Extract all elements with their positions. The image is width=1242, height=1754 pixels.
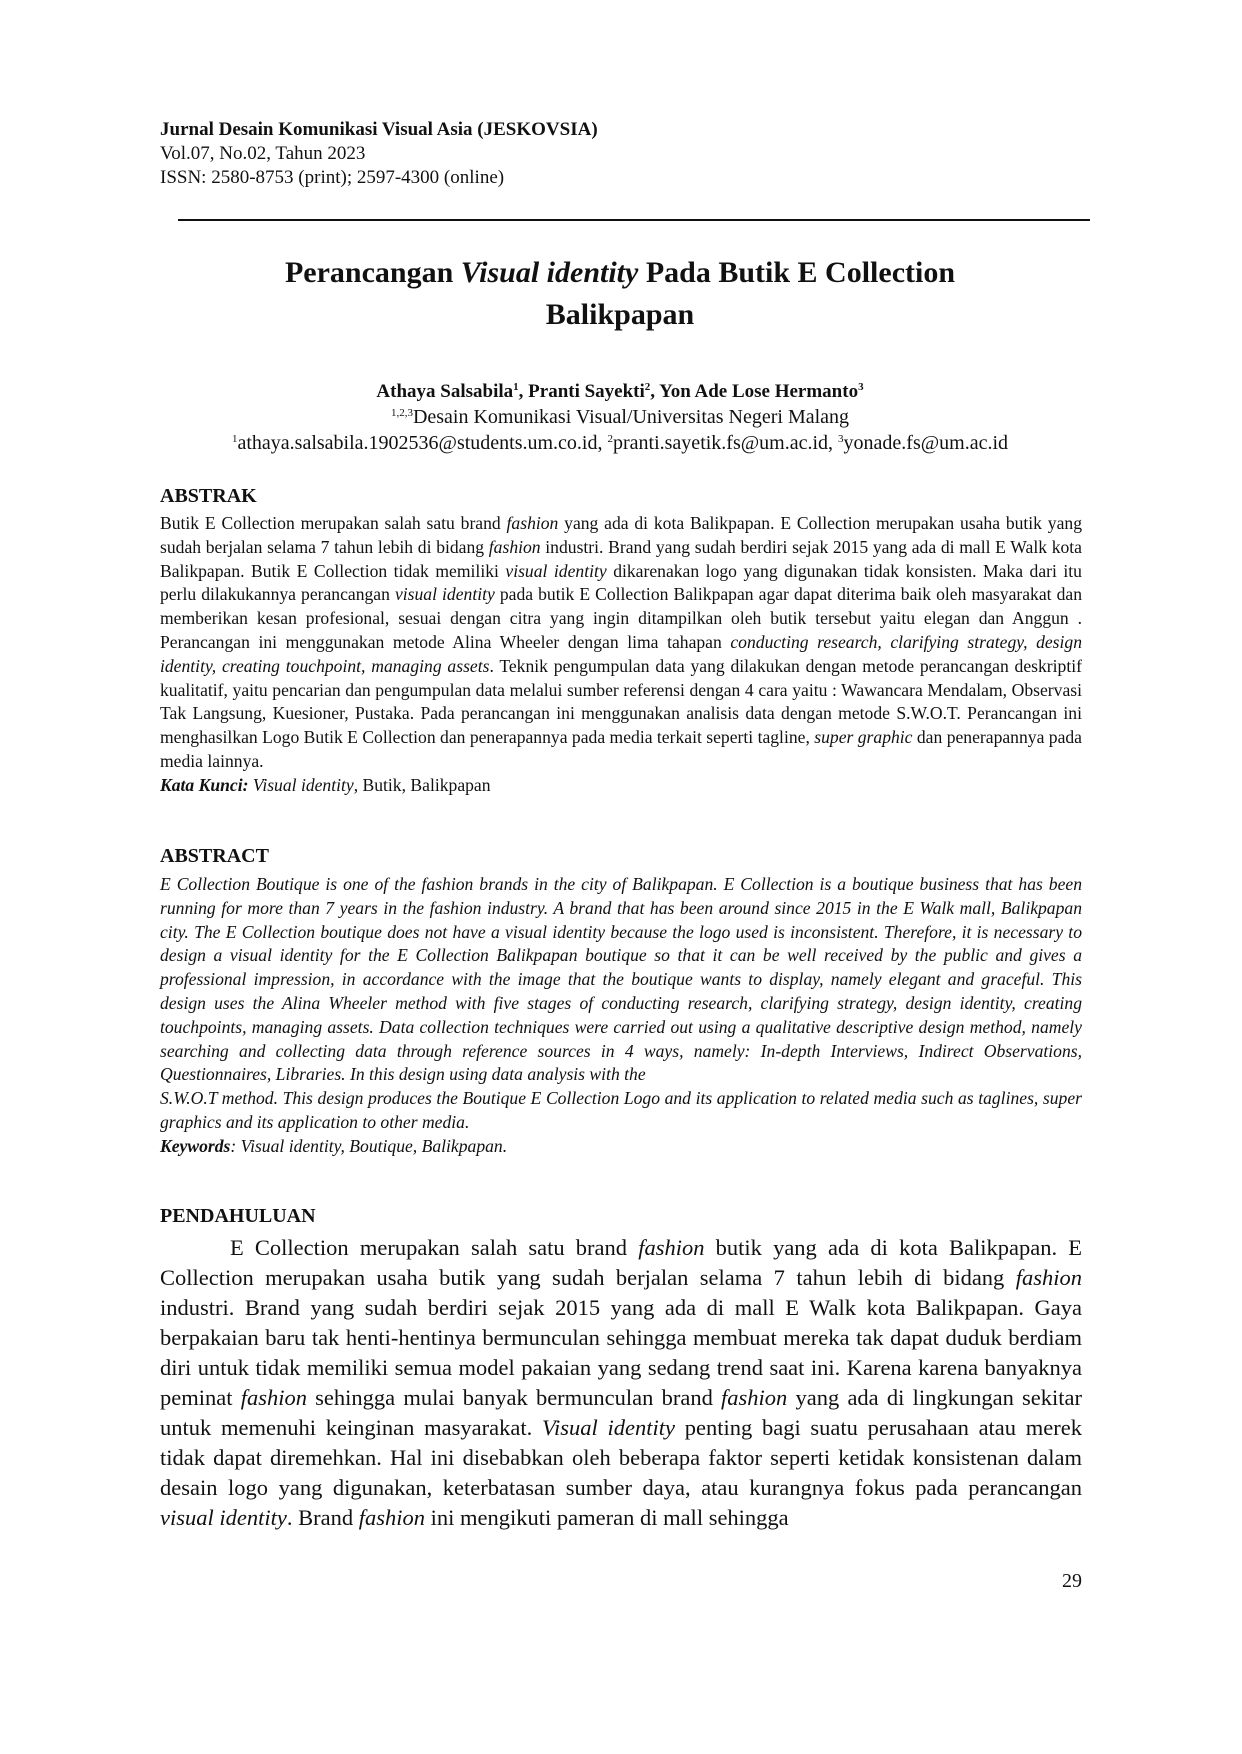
body-text: yang ada di lingkungan sekitar untuk memenuhi keinginan masyarakat.: [160, 1385, 1082, 1440]
title-part3: Pada Butik E Collection: [638, 256, 956, 289]
body-text: industri. Brand yang sudah berdiri sejak 2015 yang ada di mall E Walk kota Balikpapan. Gaya berpakaian baru tak henti-hentinya bermunculan sehingga membuat mereka tak dapat duduk berdiam diri untuk tidak memiliki semua model pakaian yang sedang trend saat ini. Karena karena banyaknya peminat: [160, 1295, 1082, 1410]
body-text: ini mengikuti pameran di mall sehingga: [425, 1505, 789, 1530]
body-text: E Collection merupakan salah satu brand: [230, 1235, 639, 1260]
email-1-sup: 1: [231, 433, 238, 445]
body-italic: visual identity: [160, 1505, 287, 1530]
abstrak-italic: visual identity: [505, 560, 607, 581]
body-italic: fashion: [721, 1385, 788, 1410]
body-italic: Visual identity: [541, 1415, 675, 1440]
author-3-sup: 3: [858, 381, 864, 393]
title-line2: Balikpapan: [545, 298, 695, 331]
email-2-sup: 2: [607, 433, 613, 445]
keywords-rest: : Visual identity, Boutique, Balikpapan.: [230, 1135, 508, 1156]
title-part2: Visual identity: [460, 256, 639, 289]
body-text: butik yang ada di kota Balikpapan. E Collection merupakan usaha butik yang sudah berjalan selama 7 tahun lebih di bidang: [160, 1235, 1082, 1290]
email-2: pranti.sayetik.fs@um.ac.id,: [613, 432, 839, 454]
abstrak-italic: conducting research, clarifying strategy, design identity, creating touchpoint, managing assets: [160, 631, 1083, 676]
abstrak-text: yang ada di kota Balikpapan. E Collection merupakan usaha butik yang sudah berjalan selama 7 tahun lebih di bidang: [160, 513, 1082, 557]
journal-volume: Vol.07, No.02, Tahun 2023: [160, 143, 366, 164]
author-2: , Pranti Sayekti: [518, 381, 645, 402]
kata-kunci-label: Kata Kunci:: [160, 774, 249, 795]
abstrak-italic: fashion: [506, 513, 559, 533]
abstrak-text: dikarenakan logo yang digunakan tidak konsisten. Maka dari itu perlu dilakukannya perancangan: [160, 560, 1082, 605]
abstrak-italic: super graphic: [814, 727, 913, 748]
journal-name: Jurnal Desain Komunikasi Visual Asia (JESKOVSIA): [160, 119, 598, 140]
affiliation: [160, 405, 1080, 430]
author-emails: [160, 431, 1080, 456]
body-text: sehingga mulai banyak bermunculan brand: [306, 1385, 722, 1410]
abstrak-italic: visual identity: [394, 584, 495, 605]
title-part1: Perancangan: [284, 256, 461, 289]
journal-header: [160, 118, 1100, 190]
abstrak-keywords: [160, 774, 1082, 798]
abstrak-text: industri. Brand yang sudah berdiri sejak 2015 yang ada di mall E Walk kota Balikpapan. Butik E Collection tidak memiliki: [160, 536, 1082, 581]
journal-issn: ISSN: 2580-8753 (print); 2597-4300 (online): [160, 167, 505, 188]
body-italic: fashion: [358, 1505, 425, 1530]
abstrak-text: dan penerapannya pada media lainnya.: [160, 727, 1082, 771]
email-3: yonade.fs@um.ac.id: [843, 432, 1009, 454]
abstrak-text: Butik E Collection merupakan salah satu brand: [160, 513, 507, 533]
abstrak-text: . Teknik pengumpulan data yang dilakukan dengan metode perancangan deskriptif kualitatif, yaitu pencarian dan pengumpulan data melalui sumber referensi dengan 4 cara yaitu : Wawancara Mendalam, Observasi Tak Langsung, Kuesioner, Pustaka. Pada perancangan ini menggunakan analisis data dengan metode S.W.O.T. Perancangan ini menghasilkan Logo Butik E Collection dan penerapannya pada media terkait seperti tagline,: [160, 655, 1082, 748]
pendahuluan-heading: PENDAHULUAN: [160, 1205, 316, 1227]
kata-kunci-italic: Visual identity: [248, 774, 354, 795]
author-1: Athaya Salsabila: [376, 381, 514, 402]
header-rule: [178, 219, 1090, 221]
body-text: penting bagi suatu perusahaan atau merek tidak dapat diremehkan. Hal ini disebabkan oleh beberapa faktor seperti ketidak konsistenan dalam desain logo yang digunakan, keterbatasan sumber daya, atau kurangnya fokus pada perancangan: [160, 1415, 1082, 1500]
abstrak-italic: fashion: [488, 536, 541, 557]
body-italic: fashion: [1015, 1265, 1082, 1290]
abstract-text: E Collection Boutique is one of the fashion brands in the city of Balikpapan. E Collection is a boutique business that has been running for more than 7 years in the fashion industry. A brand that has been around since 2015 in the E Walk mall, Balikpapan city. The E Collection boutique does not have a visual identity because the logo used is inconsistent. Therefore, it is necessary to design a visual identity for the E Collection Balikpapan boutique so that it can be well received by the public and gives a professional impression, in accordance with the image that the boutique wants to display, namely elegant and graceful. This design uses the Alina Wheeler method with five stages of conducting research, clarifying strategy, design identity, creating touchpoints, managing assets. Data collection techniques were carried out using a qualitative descriptive design method, namely searching and collecting data through reference sources in 4 ways, namely: In-depth Interviews, Indirect Observations, Questionnaires, Libraries. In this design using data analysis with the: [160, 874, 1082, 1085]
body-italic: fashion: [240, 1385, 307, 1410]
kata-kunci-rest: , Butik, Balikpapan: [353, 774, 491, 795]
email-3-sup: 3: [838, 433, 844, 445]
abstrak-body: [160, 512, 1082, 798]
body-italic: fashion: [638, 1235, 705, 1260]
author-3: , Yon Ade Lose Hermanto: [650, 381, 859, 402]
abstrak-text: pada butik E Collection Balikpapan agar dapat diterima baik oleh masyarakat dan memberikan kesan profesional, sesuai dengan citra yang ingin ditampilkan oleh butik tersebut yaitu elegan dan Anggun . Perancangan ini menggunakan metode Alina Wheeler dengan lima tahapan: [160, 584, 1082, 652]
affiliation-sup: 1,2,3: [390, 407, 413, 419]
body-text: . Brand: [286, 1505, 359, 1530]
affiliation-text: Desain Komunikasi Visual/Universitas Negeri Malang: [412, 406, 850, 428]
abstract-body: [160, 873, 1082, 1159]
author-2-sup: 2: [644, 381, 651, 393]
author-1-sup: 1: [513, 381, 519, 393]
keywords-label: Keywords: [160, 1135, 231, 1156]
author-list: [160, 380, 1080, 404]
page-number: 29: [1062, 1570, 1082, 1592]
abstract-text-2: S.W.O.T method. This design produces the Boutique E Collection Logo and its application to related media such as taglines, super graphics and its application to other media.: [160, 1088, 1082, 1132]
email-1: athaya.salsabila.1902536@students.um.co.id,: [237, 432, 608, 454]
pendahuluan-body: [160, 1233, 1082, 1533]
abstract-keywords: [160, 1135, 1082, 1159]
abstrak-heading: ABSTRAK: [160, 485, 257, 507]
paper-title: [160, 252, 1080, 336]
abstract-heading: ABSTRACT: [160, 845, 269, 867]
